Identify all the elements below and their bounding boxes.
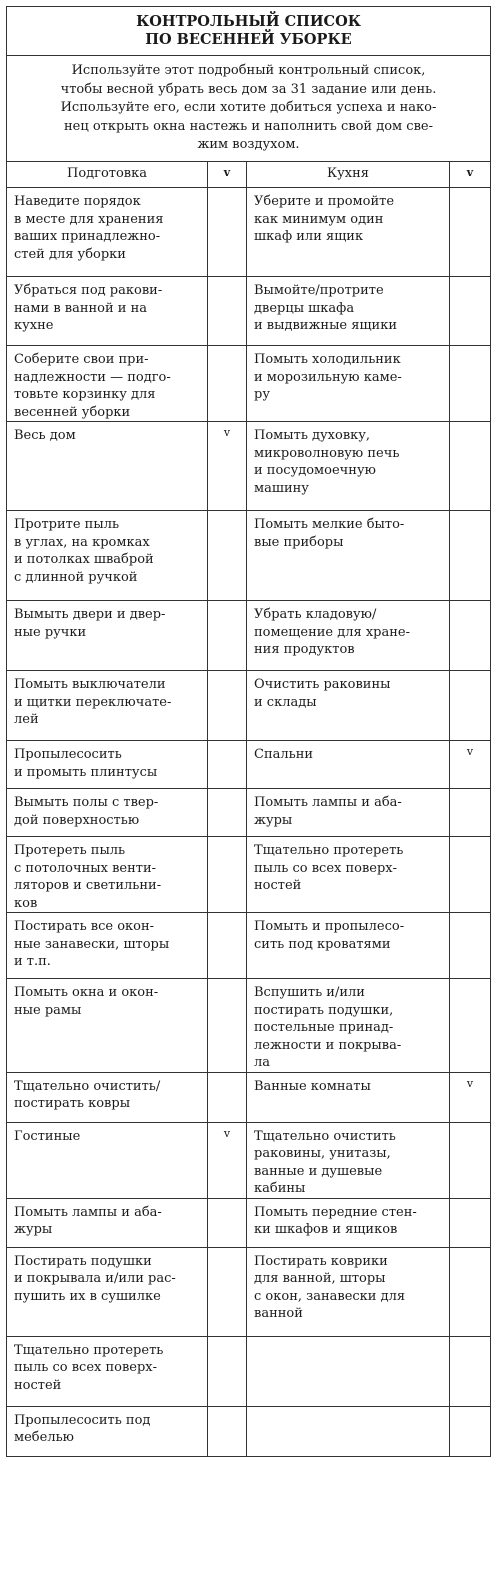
item-text-line: товьте корзинку для [14, 387, 156, 402]
checklist-row [7, 1122, 491, 1198]
item-text-line: надлежности — подго- [14, 369, 171, 385]
checklist-item-right [247, 789, 450, 837]
item-text-line: Тщательно очистить [254, 1128, 396, 1144]
item-text-line: ные ручки [14, 624, 87, 640]
item-text-line: Помыть передние стен- [254, 1204, 417, 1220]
item-text-line: помещение для хране- [254, 624, 410, 640]
item-text-line: Убраться под ракови- [14, 283, 163, 298]
checkbox-cell-right[interactable] [450, 1247, 491, 1336]
check-column-header: v [208, 161, 247, 188]
item-text-line: стей для уборки [14, 246, 126, 262]
item-text-line: и щитки переключате- [14, 694, 172, 710]
item-text-line: Уберите и промойте [254, 194, 395, 209]
item-text-line: постельные принад- [254, 1020, 394, 1035]
checklist-item-left [7, 1247, 208, 1336]
checklist-item-right [247, 1198, 450, 1247]
item-text-line: с окон, занавески для [254, 1288, 406, 1304]
item-text-line: Помыть окна и окон- [14, 985, 159, 1000]
checkbox-cell-right[interactable] [450, 601, 491, 671]
item-text-line: Тщательно протереть [254, 843, 404, 858]
item-text-line: и посудомоечную [254, 463, 376, 478]
checklist-item-left [7, 789, 208, 837]
checklist-item-right [247, 277, 450, 346]
item-text-line: Вымойте/протрите [254, 283, 384, 298]
checkbox-cell-left[interactable] [208, 346, 247, 422]
item-text-line: и выдвижные ящики [254, 318, 397, 333]
item-text-line: машину [254, 480, 309, 496]
checklist-item-left [7, 511, 208, 601]
item-text-line: ляторов и светильни- [14, 878, 162, 893]
item-text-line: шкаф или ящик [254, 229, 364, 244]
checkbox-cell-left[interactable] [208, 789, 247, 837]
item-text-line: журы [14, 1222, 53, 1237]
checklist-row [7, 1072, 491, 1122]
item-text-line: ков [14, 895, 38, 911]
intro-line: нец открыть окна настежь и наполнить свой дом све- [64, 118, 433, 134]
item-text-line: Постирать коврики [254, 1253, 388, 1269]
checklist-item-right [247, 741, 450, 789]
item-text-line: Вспушить и/или [254, 985, 365, 1000]
item-text-line: как минимум один [254, 211, 384, 227]
checklist-item-left [7, 1406, 208, 1456]
item-text-line: ные рамы [14, 1002, 82, 1018]
checklist-item-right [247, 511, 450, 601]
checkbox-cell-left[interactable]: v [208, 1122, 247, 1198]
checklist-row [7, 837, 491, 913]
intro-line: чтобы весной убрать весь дом за 31 задание или день. [60, 81, 437, 97]
checkbox-cell-right[interactable] [450, 837, 491, 913]
checkbox-cell-right[interactable] [450, 1336, 491, 1406]
checklist-table [6, 6, 491, 1457]
item-text-line: ные занавески, шторы [14, 936, 170, 952]
checkbox-cell-right[interactable] [450, 789, 491, 837]
checklist-item-left [7, 188, 208, 277]
item-text-line: постирать подушки, [254, 1002, 394, 1018]
intro-line: Используйте его, если хотите добиться успеха и нако- [60, 100, 437, 115]
item-text-line: Помыть духовку, [254, 428, 371, 443]
item-text-line: ния продуктов [254, 642, 355, 657]
checkbox-cell-left[interactable] [208, 913, 247, 979]
checkbox-cell-left[interactable] [208, 979, 247, 1073]
item-text-line: ру [254, 387, 270, 402]
checklist-item-left [7, 741, 208, 789]
item-text-line: Соберите свои при- [14, 352, 149, 367]
item-text-line: кухне [14, 318, 54, 333]
item-text-line: Очистить раковины [254, 677, 391, 692]
checkbox-cell-right[interactable] [450, 913, 491, 979]
item-text-line: и потолках шваброй [14, 552, 154, 567]
checkbox-cell-right[interactable] [450, 671, 491, 741]
checklist-row [7, 979, 491, 1073]
item-text-line: микроволновую печь [254, 445, 400, 461]
checkbox-cell-right[interactable] [450, 511, 491, 601]
checklist-item-right [247, 1247, 450, 1336]
item-text-line: ванной [254, 1306, 303, 1321]
item-text-line: пыль со всех поверх- [14, 1360, 158, 1375]
item-text-line: Гостиные [14, 1128, 81, 1144]
checkbox-cell-left[interactable] [208, 1247, 247, 1336]
checklist-row [7, 1198, 491, 1247]
item-text-line: Помыть лампы и аба- [254, 795, 402, 810]
checklist-row [7, 913, 491, 979]
item-text-line: ла [254, 1055, 271, 1070]
intro-line: Используйте этот подробный контрольный список, [71, 63, 426, 78]
item-text-line: Помыть холодильник [254, 352, 401, 367]
item-text-line: Вымыть двери и двер- [14, 607, 166, 622]
item-text-line: Ванные комнаты [254, 1078, 371, 1094]
item-text-line: ки шкафов и ящиков [254, 1222, 398, 1237]
item-text-line: с длинной ручкой [14, 569, 138, 585]
checklist-item-left [7, 601, 208, 671]
item-text-line: лежности и покрыва- [254, 1037, 402, 1053]
item-text-line: Постирать подушки [14, 1253, 152, 1269]
item-text-line: мебелью [14, 1430, 74, 1445]
checkbox-cell-right[interactable] [450, 188, 491, 277]
checkbox-cell-left[interactable] [208, 1072, 247, 1122]
column-header-kitchen: Кухня [247, 161, 450, 188]
item-text-line: в углах, на кромках [14, 534, 150, 550]
checklist-row [7, 741, 491, 789]
item-text-line: журы [254, 812, 293, 828]
item-text-line: Тщательно протереть [14, 1342, 164, 1358]
checklist-item-right [247, 346, 450, 422]
checklist-item-right [247, 1406, 450, 1456]
item-text-line: Протереть пыль [14, 843, 126, 858]
checklist-sheet [6, 6, 490, 1457]
checklist-item-left [7, 1072, 208, 1122]
checklist-item-left [7, 346, 208, 422]
checkbox-cell-left[interactable] [208, 1336, 247, 1406]
item-text-line: Наведите порядок [14, 194, 141, 209]
checkbox-cell-right[interactable] [450, 1198, 491, 1247]
checklist-item-left [7, 1122, 208, 1198]
item-text-line: Вымыть полы с твер- [14, 795, 159, 810]
item-text-line: Убрать кладовую/ [254, 607, 377, 622]
item-text-line: кабины [254, 1181, 306, 1196]
checklist-row [7, 511, 491, 601]
check-column-header: v [450, 161, 491, 188]
item-text-line: и морозильную каме- [254, 369, 402, 385]
item-text-line: в месте для хранения [14, 211, 164, 227]
checklist-item-left [7, 979, 208, 1073]
checkbox-cell-left[interactable] [208, 188, 247, 277]
checklist-row [7, 422, 491, 511]
item-text-line: Помыть мелкие быто- [254, 517, 405, 532]
checklist-item-left [7, 1198, 208, 1247]
item-text-line: для ванной, шторы [254, 1271, 386, 1286]
checkbox-cell-right[interactable] [450, 979, 491, 1073]
checkbox-cell-left[interactable] [208, 1406, 247, 1456]
checklist-row [7, 1336, 491, 1406]
item-text-line: и склады [254, 694, 317, 710]
checklist-item-right [247, 979, 450, 1073]
item-text-line: вые приборы [254, 534, 344, 550]
checklist-item-right [247, 422, 450, 511]
item-text-line: раковины, унитазы, [254, 1146, 391, 1161]
item-text-line: ванные и душевые [254, 1163, 383, 1179]
item-text-line: постирать ковры [14, 1096, 131, 1111]
checkbox-cell-right[interactable]: v [450, 741, 491, 789]
item-text-line: Пропылесосить под [14, 1412, 151, 1428]
item-text-line: Помыть выключатели [14, 677, 166, 692]
item-text-line: Постирать все окон- [14, 919, 155, 934]
page-title [7, 7, 491, 56]
item-text-line: Тщательно очистить/ [14, 1078, 161, 1094]
checkbox-cell-left[interactable] [208, 601, 247, 671]
item-text-line: весенней уборки [14, 404, 131, 420]
item-text-line: ностей [14, 1377, 62, 1393]
checklist-row [7, 1247, 491, 1336]
column-header-row [7, 161, 491, 188]
checklist-item-left [7, 837, 208, 913]
item-text-line: и т.п. [14, 954, 51, 969]
item-text-line: дой поверхностью [14, 812, 140, 828]
checklist-item-right [247, 671, 450, 741]
checklist-row [7, 346, 491, 422]
checkbox-cell-right[interactable] [450, 277, 491, 346]
checklist-row [7, 671, 491, 741]
item-text-line: Весь дом [14, 428, 76, 443]
checkbox-cell-right[interactable] [450, 1406, 491, 1456]
item-text-line: дверцы шкафа [254, 300, 355, 316]
checklist-item-left [7, 1336, 208, 1406]
checkbox-cell-right[interactable]: v [450, 1072, 491, 1122]
item-text-line: с потолочных венти- [14, 860, 157, 876]
checklist-row [7, 601, 491, 671]
item-text-line: Помыть и пропылесо- [254, 919, 405, 934]
checklist-row [7, 277, 491, 346]
item-text-line: Помыть лампы и аба- [14, 1204, 162, 1220]
checklist-item-right [247, 1122, 450, 1198]
item-text-line: пыль со всех поверх- [254, 860, 398, 876]
checklist-item-left [7, 277, 208, 346]
checklist-item-right [247, 1336, 450, 1406]
item-text-line: пушить их в сушилке [14, 1288, 161, 1304]
checklist-item-left [7, 422, 208, 511]
column-header-preparation: Подготовка [7, 161, 208, 188]
checklist-item-right [247, 188, 450, 277]
checkbox-cell-left[interactable]: v [208, 422, 247, 511]
checklist-item-right [247, 1072, 450, 1122]
checkbox-cell-left[interactable] [208, 837, 247, 913]
checklist-row [7, 1406, 491, 1456]
item-text-line: лей [14, 712, 39, 727]
item-text-line: нами в ванной и на [14, 300, 148, 316]
checklist-row [7, 789, 491, 837]
checklist-row [7, 188, 491, 277]
checklist-item-right [247, 913, 450, 979]
checkbox-cell-right[interactable] [450, 1122, 491, 1198]
checkbox-cell-right[interactable] [450, 422, 491, 511]
checkbox-cell-left[interactable] [208, 741, 247, 789]
checkbox-cell-left[interactable] [208, 277, 247, 346]
checkbox-cell-left[interactable] [208, 1198, 247, 1247]
checklist-item-left [7, 671, 208, 741]
item-text-line: Пропылесосить [14, 747, 122, 762]
item-text-line: и промыть плинтусы [14, 764, 158, 780]
title-line-2: ПО ВЕСЕННЕЙ УБОРКЕ [145, 31, 352, 48]
checklist-item-right [247, 601, 450, 671]
item-text-line: Протрите пыль [14, 517, 120, 532]
item-text-line: ностей [254, 878, 302, 893]
checklist-item-left [7, 913, 208, 979]
item-text-line: сить под кроватями [254, 936, 391, 952]
checkbox-cell-left[interactable] [208, 671, 247, 741]
intro-text [7, 56, 491, 162]
item-text-line: ваших принадлежно- [14, 229, 161, 244]
item-text-line: Спальни [254, 747, 314, 762]
intro-line: жим воздухом. [197, 137, 300, 152]
checklist-item-right [247, 837, 450, 913]
item-text-line: и покрывала и/или рас- [14, 1271, 176, 1286]
checkbox-cell-left[interactable] [208, 511, 247, 601]
title-line-1: КОНТРОЛЬНЫЙ СПИСОК [136, 13, 361, 30]
checkbox-cell-right[interactable] [450, 346, 491, 422]
